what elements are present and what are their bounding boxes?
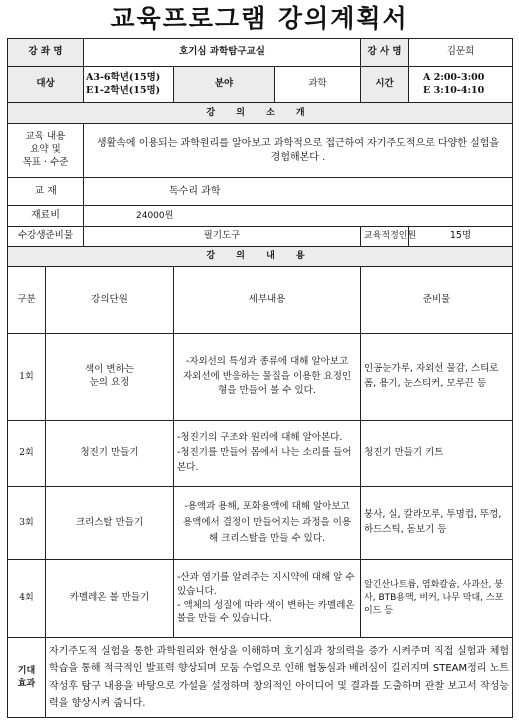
session-materials: 알긴산나트륨, 염화칼슘, 사과산, 붕사, BTB용액, 비커, 나무 막대, 스포이드 등 xyxy=(361,560,513,638)
session-details: -산과 염기를 알려주는 지시약에 대해 알 수 있습니다. - 액체의 성질에 따라 색이 변하는 카멜레온 볼을 만들 수 있습니다. xyxy=(174,560,361,638)
teacher-label: 강 사 명 xyxy=(361,39,409,67)
goal-label xyxy=(8,124,84,178)
session-materials: 청진기 만들기 키트 xyxy=(361,421,513,487)
lecture-plan-table xyxy=(7,38,513,718)
effect-label-line-1: 기대 xyxy=(17,666,36,677)
target-value xyxy=(84,67,174,103)
session-unit: 카멜레온 볼 만들기 xyxy=(46,560,174,638)
session-unit: 청진기 만들기 xyxy=(46,421,174,487)
session-number: 1회 xyxy=(8,334,46,421)
textbook-label: 교 재 xyxy=(8,178,84,206)
fee-value: 24000원 xyxy=(84,206,513,227)
table-row xyxy=(8,334,513,421)
session-number: 4회 xyxy=(8,560,46,638)
effect-text: 자기주도적 실험을 통한 과학원리와 현상을 이해하며 호기심과 창의력을 증가 시켜주며 직접 실험과 체험학습을 통해 적극적인 발표력 향상되며 모둠 수업으로 인해 협동심과 배려심이 길러지며 STEAM정리 노트작성후 탐구 내용을 바탕으로 가설을 설정하며 창의적인 아이디어 및 결과를 도출하며 관찰 보고서 작성능력을 향상시켜 줍니다. xyxy=(46,638,513,718)
time-line-a: A 2:00-3:00 xyxy=(423,71,485,83)
field-label: 분야 xyxy=(174,67,275,103)
table-row xyxy=(8,421,513,487)
time-value xyxy=(409,67,513,103)
target-line-e: E1-2학년(15명) xyxy=(86,84,161,96)
lecture-plan-document xyxy=(7,0,512,722)
session-details: -자외선의 특성과 종류에 대해 알아보고 자외선에 반응하는 물질을 이용한 요정인형을 만들어 볼 수 있다. xyxy=(174,334,361,421)
column-header-materials: 준비물 xyxy=(361,267,513,334)
table-row xyxy=(8,560,513,638)
session-details: -용액과 용해, 포화용액에 대해 알아보고 용액에서 결정이 만들어지는 과정을 이용해 크리스탈을 만들 수 있다. xyxy=(174,487,361,560)
supplies-label: 수강생준비물 xyxy=(8,227,84,247)
document-title: 교육프로그램 강의계획서 xyxy=(110,4,409,33)
session-materials: 인공눈가루, 자외선 물감, 스티로폼, 용기, 눈스티커, 모루끈 등 xyxy=(361,334,513,421)
goal-label-line-3: 목표 · 수준 xyxy=(22,156,69,168)
session-number: 3회 xyxy=(8,487,46,560)
goal-text: 생활속에 이용되는 과학원리를 알아보고 과학적으로 접근하여 자기주도적으로 다양한 실험을 경험해본다 . xyxy=(84,124,513,178)
session-materials: 붕사, 실, 칼라모루, 투명컵, 뚜껑, 하드스틱, 돋보기 등 xyxy=(361,487,513,560)
column-header-details: 세부내용 xyxy=(174,267,361,334)
teacher-value: 김문희 xyxy=(409,39,513,67)
time-label: 시간 xyxy=(361,67,409,103)
column-header-unit: 강의단원 xyxy=(46,267,174,334)
column-header-session: 구분 xyxy=(8,267,46,334)
time-line-e: E 3:10-4:10 xyxy=(423,84,485,96)
capacity-label: 교육적정인원 xyxy=(361,227,409,247)
table-row xyxy=(8,487,513,560)
intro-section-header: 강 의 소 개 xyxy=(8,103,513,124)
fee-label: 재료비 xyxy=(8,206,84,227)
textbook-value: 독수리 과학 xyxy=(84,178,513,206)
course-name-value: 호기심 과학탐구교실 xyxy=(84,39,361,67)
session-unit: 크리스탈 만들기 xyxy=(46,487,174,560)
effect-label xyxy=(8,638,46,718)
session-details: -청진기의 구조와 원리에 대해 알아본다. -청진기를 만들어 몸에서 나는 소리를 들어본다. xyxy=(174,421,361,487)
session-unit: 색이 변하는 눈의 요정 xyxy=(46,334,174,421)
capacity-value: 15명 xyxy=(409,227,513,247)
goal-label-line-1: 교육 내용 xyxy=(25,131,66,143)
effect-label-line-2: 효과 xyxy=(17,678,36,689)
session-number: 2회 xyxy=(8,421,46,487)
goal-label-line-2: 요약 및 xyxy=(30,144,61,156)
course-name-label: 강 좌 명 xyxy=(8,39,84,67)
field-value: 과학 xyxy=(275,67,361,103)
target-label: 대상 xyxy=(8,67,84,103)
target-line-a: A3-6학년(15명) xyxy=(86,71,161,83)
content-section-header: 강 의 내 용 xyxy=(8,247,513,267)
supplies-value: 필기도구 xyxy=(84,227,361,247)
